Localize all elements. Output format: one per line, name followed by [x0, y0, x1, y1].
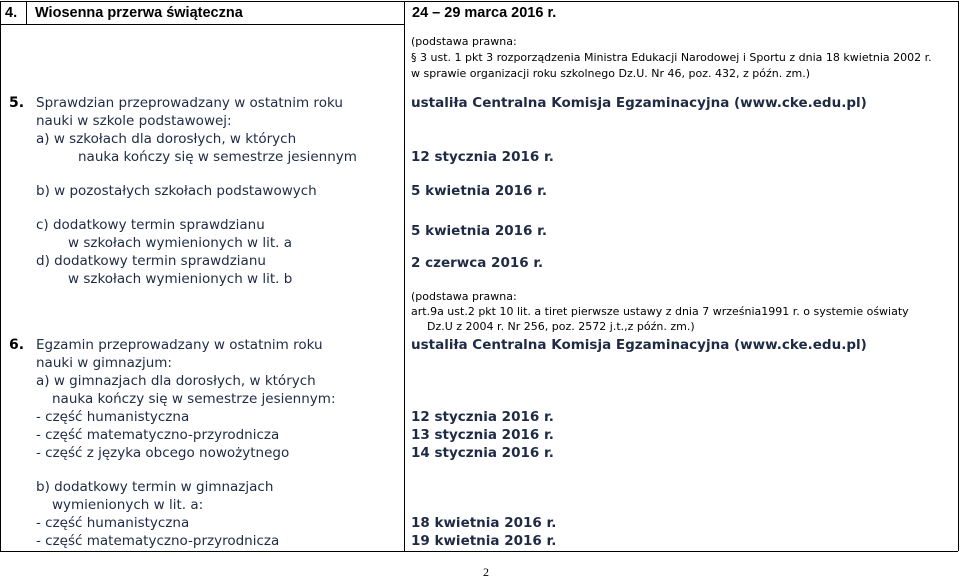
row5-item-a-line-1: a) w szkołach dla dorosłych, w których: [36, 131, 297, 147]
row5-date-a: 12 stycznia 2016 r.: [411, 149, 554, 165]
row5-item-c-line-1: c) dodatkowy termin sprawdzianu: [36, 217, 265, 233]
row5-item-a-line-2: nauka kończy się w semestrze jesiennym: [78, 149, 357, 165]
page-number: 2: [483, 565, 489, 579]
row6-item-b-line-1: b) dodatkowy termin w gimnazjach: [36, 479, 274, 495]
row6-item-a-part-3: - część z języka obcego nowożytnego: [36, 445, 290, 461]
row6-heading-line-1: Egzamin przeprowadzany w ostatnim roku: [36, 337, 323, 353]
row5-item-c-line-2: w szkołach wymienionych w lit. a: [68, 235, 293, 251]
row4-legal-line-2: § 3 ust. 1 pkt 3 rozporządzenia Ministra Edukacji Narodowej i Sportu z dnia 18 kwietnia 2002 r.: [411, 51, 932, 64]
row5-item-b: b) w pozostałych szkołach podstawowych: [36, 183, 317, 199]
row5-date-b: 5 kwietnia 2016 r.: [411, 183, 547, 199]
row5-date-d: 2 czerwca 2016 r.: [411, 255, 544, 271]
row5-item-d-line-2: w szkołach wymienionych w lit. b: [68, 271, 293, 287]
row6-item-a-line-1: a) w gimnazjach dla dorosłych, w których: [36, 373, 316, 389]
column-divider: [404, 1, 405, 551]
row6-date-2: 13 stycznia 2016 r.: [411, 427, 554, 443]
row6-date-4: 18 kwietnia 2016 r.: [411, 515, 557, 531]
row5-heading-line-2: nauki w szkole podstawowej:: [36, 113, 232, 129]
row4-date: 24 – 29 marca 2016 r.: [412, 5, 557, 21]
row4-legal-line-1: (podstawa prawna:: [411, 35, 517, 48]
row6-date-1: 12 stycznia 2016 r.: [411, 409, 554, 425]
row5-legal-line-2: art.9a ust.2 pkt 10 lit. a tiret pierwsze ustawy z dnia 7 września1991 r. o systemie oświaty: [411, 305, 909, 318]
row5-cke-note: ustaliła Centralna Komisja Egzaminacyjna (www.cke.edu.pl): [411, 95, 867, 111]
row6-item-a-part-2: - część matematyczno-przyrodnicza: [36, 427, 280, 443]
table-top-border: [0, 1, 958, 2]
row6-date-3: 14 stycznia 2016 r.: [411, 445, 554, 461]
table-left-border: [0, 1, 1, 551]
row4-number: 4.: [5, 5, 18, 21]
row5-date-c: 5 kwietnia 2016 r.: [411, 223, 547, 239]
row5-item-d-line-1: d) dodatkowy termin sprawdzianu: [36, 253, 266, 269]
row6-date-5: 19 kwietnia 2016 r.: [411, 533, 557, 549]
row6-heading-line-2: nauki w gimnazjum:: [36, 355, 172, 371]
row5-number: 5.: [9, 95, 25, 111]
row4-legal-line-3: w sprawie organizacji roku szkolnego Dz.U. Nr 46, poz. 432, z późn. zm.): [411, 67, 810, 80]
row6-item-a-line-2: nauka kończy się w semestrze jesiennym:: [52, 391, 336, 407]
row5-legal-line-3: Dz.U z 2004 r. Nr 256, poz. 2572 j.t.,z późn. zm.): [427, 320, 695, 333]
row6-number: 6.: [9, 337, 25, 353]
row6-item-b-part-1: - część humanistyczna: [36, 515, 190, 531]
row6-item-b-line-2: wymienionych w lit. a:: [52, 497, 204, 513]
number-column-divider: [26, 1, 27, 24]
row6-item-b-part-2: - część matematyczno-przyrodnicza: [36, 533, 280, 549]
row5-heading-line-1: Sprawdzian przeprowadzany w ostatnim roku: [36, 95, 343, 111]
row4-title: Wiosenna przerwa świąteczna: [35, 5, 243, 21]
row6-item-a-part-1: - część humanistyczna: [36, 409, 190, 425]
row6-cke-note: ustaliła Centralna Komisja Egzaminacyjna (www.cke.edu.pl): [411, 337, 867, 353]
table-bottom-border: [0, 551, 958, 552]
row5-legal-line-1: (podstawa prawna:: [411, 290, 517, 303]
table-right-border: [958, 1, 959, 551]
row4-bottom-border: [0, 24, 404, 25]
